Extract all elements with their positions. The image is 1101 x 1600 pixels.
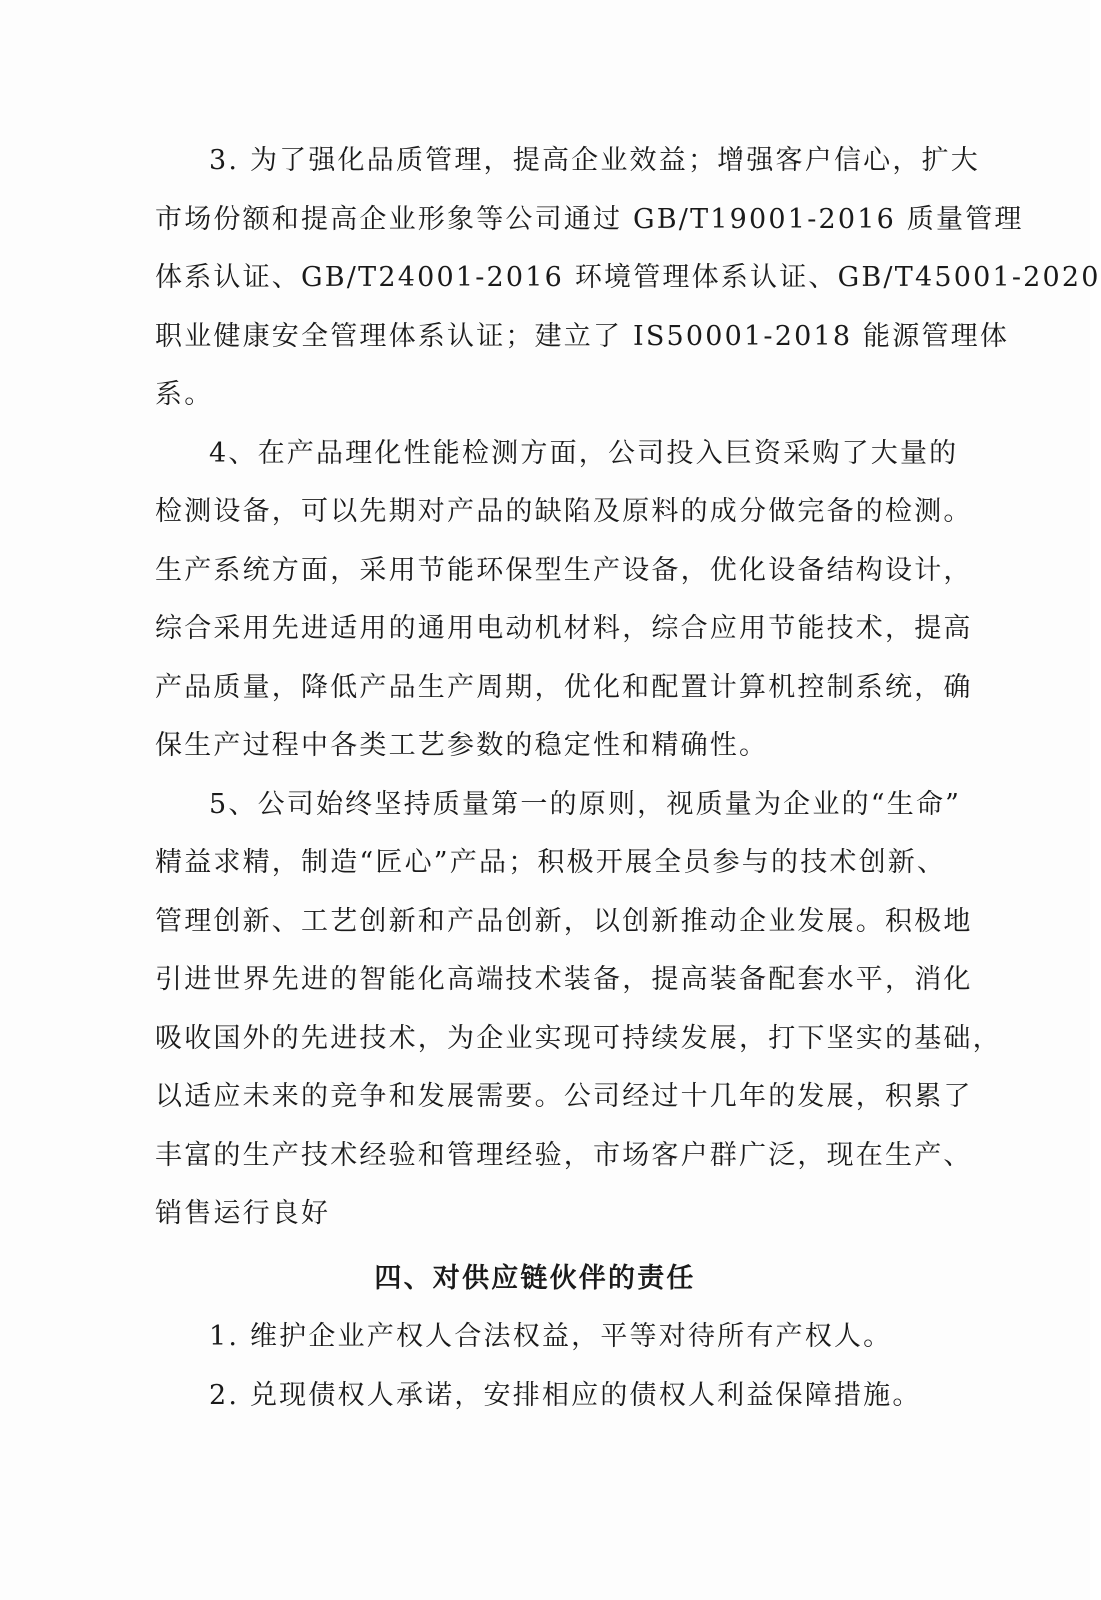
paragraph-3-line: 体系认证、GB/T24001-2016 环境管理体系认证、GB/T45001-2020: [155, 262, 1101, 293]
paragraph-3-line: 系。: [155, 379, 214, 410]
paragraph-5-line: 销售运行良好: [155, 1198, 331, 1229]
paragraph-5-line: 5、公司始终坚持质量第一的原则，视质量为企业的“生命”: [209, 788, 962, 820]
paragraph-5-line: 丰富的生产技术经验和管理经验，市场客户群广泛，现在生产、: [155, 1139, 973, 1171]
paragraph-4-line: 检测设备，可以先期对产品的缺陷及原料的成分做完备的检测。: [155, 496, 973, 527]
section-heading: 四、对供应链伙伴的责任: [374, 1263, 696, 1294]
paragraph-5-line: 引进世界先进的智能化高端技术装备，提高装备配套水平，消化: [155, 964, 973, 995]
document-body: [155, 132, 1101, 1244]
paragraph-4-line: 综合采用先进适用的通用电动机材料，综合应用节能技术，提高: [155, 613, 973, 644]
paragraph-5-line: 精益求精，制造“匠心”产品；积极开展全员参与的技术创新、: [155, 847, 947, 878]
list-item: 2. 兑现债权人承诺，安排相应的债权人利益保障措施。: [209, 1379, 922, 1411]
paragraph-3-line: 3. 为了强化品质管理，提高企业效益；增强客户信心，扩大: [209, 145, 980, 176]
paragraph-5-line: 管理创新、工艺创新和产品创新，以创新推动企业发展。积极地: [155, 905, 973, 937]
paragraph-3-line: 职业健康安全管理体系认证；建立了 IS50001-2018 能源管理体: [155, 320, 1010, 352]
paragraph-4-line: 生产系统方面，采用节能环保型生产设备，优化设备结构设计，: [155, 554, 973, 586]
paragraph-3-line: 市场份额和提高企业形象等公司通过 GB/T19001-2016 质量管理: [155, 203, 1024, 235]
paragraph-4-line: 保生产过程中各类工艺参数的稳定性和精确性。: [155, 730, 769, 761]
paragraph-5-line: 以适应未来的竞争和发展需要。公司经过十几年的发展，积累了: [155, 1081, 973, 1112]
list-item: 1. 维护企业产权人合法权益，平等对待所有产权人。: [209, 1321, 893, 1352]
paragraph-4-line: 4、在产品理化性能检测方面，公司投入巨资采购了大量的: [209, 437, 959, 469]
paragraph-5-line: 吸收国外的先进技术，为企业实现可持续发展，打下坚实的基础，: [155, 1022, 1002, 1054]
responsibility-list: [155, 1308, 922, 1425]
paragraph-4-line: 产品质量，降低产品生产周期，优化和配置计算机控制系统，确: [155, 671, 973, 703]
